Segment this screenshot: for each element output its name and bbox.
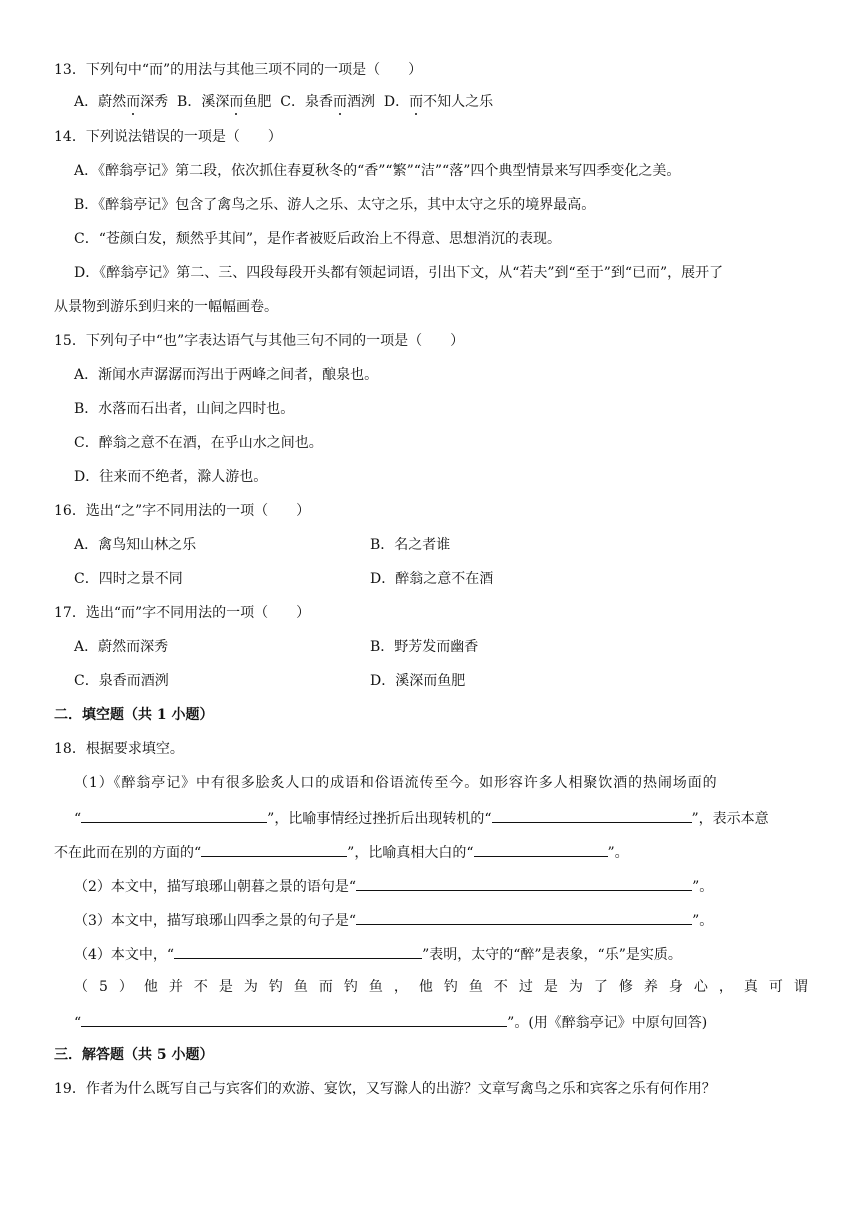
q16-option-a: A．禽鸟知山林之乐 [74,537,197,553]
q13-option-c: C．泉香而酒洌 [280,94,375,110]
q13-options [74,93,493,111]
q16-option-c: C．四时之景不同 [74,571,183,587]
answer-blank[interactable] [492,808,692,823]
answer-blank[interactable] [201,842,347,857]
section-2-heading: 二．填空题（共 1 小题） [54,707,214,723]
q14-option-d-line2: 从景物到游乐到归来的一幅幅画卷。 [54,299,278,315]
q15-option-a: A．渐闻水声潺潺而泻出于两峰之间者，酿泉也。 [74,367,379,383]
q19-stem: 19．作者为什么既写自己与宾客们的欢游、宴饮，又写滁人的出游？文章写禽鸟之乐和宾客之乐有何作用？ [54,1081,716,1097]
q17-option-c: C．泉香而酒洌 [74,673,169,689]
q18-part5-line2: “ ”。(用《醉翁亭记》中原句回答) [74,1012,707,1032]
q13-option-b: B．溪深而鱼肥 [177,94,272,110]
q17-option-b: B．野芳发而幽香 [370,639,479,655]
q18-part5-line1: （5）他并不是为钓鱼而钓鱼，他钓鱼不过是为了修养身心，真可谓 [74,979,819,995]
q18-part1-line2: “ ”，比喻事情经过挫折后出现转机的“ ”，表示本意 [74,808,769,828]
q18-part3: （3）本文中，描写琅琊山四季之景的句子是“ ”。 [74,910,713,930]
q15-option-c: C．醉翁之意不在酒，在乎山水之间也。 [74,435,323,451]
q18-part1-line1: （1）《醉翁亭记》中有很多脍炙人口的成语和俗语流传至今。如形容许多人相聚饮酒的热闹场面的 [74,775,718,791]
q16-option-b: B．名之者谁 [370,537,451,553]
q14-option-c: C．“苍颜白发，颓然乎其间”，是作者被贬后政治上不得意、思想消沉的表现。 [74,231,562,247]
q16-stem: 16．选出“之”字不同用法的一项（ ） [54,503,311,519]
q18-part1-line3: 不在此而在别的方面的“ ”，比喻真相大白的“ ”。 [54,842,629,862]
q14-option-b: B．《醉翁亭记》包含了禽鸟之乐、游人之乐、太守之乐，其中太守之乐的境界最高。 [74,197,596,213]
q17-stem: 17．选出“而”字不同用法的一项（ ） [54,605,311,621]
q13-option-a: A．蔚然而深秀 [74,94,169,110]
q18-stem: 18．根据要求填空。 [54,741,184,757]
answer-blank[interactable] [356,910,692,925]
q14-option-d-line1: D．《醉翁亭记》第二、三、四段每段开头都有领起词语，引出下文，从“若夫”到“至于”到“已而”，展开了 [74,265,724,281]
q15-option-d: D．往来而不绝者，滁人游也。 [74,469,268,485]
answer-blank[interactable] [81,808,267,823]
q14-stem: 14．下列说法错误的一项是（ ） [54,129,282,145]
q17-option-a: A．蔚然而深秀 [74,639,169,655]
answer-blank[interactable] [81,1012,507,1027]
q13-stem: 13．下列句中“而”的用法与其他三项不同的一项是（ ） [54,62,423,78]
answer-blank[interactable] [356,876,692,891]
q15-option-b: B．水落而石出者，山间之四时也。 [74,401,295,417]
q18-part2: （2）本文中，描写琅琊山朝暮之景的语句是“ ”。 [74,876,713,896]
q18-part4: （4）本文中，“ ”表明，太守的“醉”是表象，“乐”是实质。 [74,944,682,964]
section-3-heading: 三．解答题（共 5 小题） [54,1047,214,1063]
q14-option-a: A．《醉翁亭记》第二段，依次抓住春夏秋冬的“香”“繁”“洁”“落”四个典型情景来写四季变化之美。 [74,163,681,179]
q17-option-d: D．溪深而鱼肥 [370,673,466,689]
q13-option-d: D．而不知人之乐 [383,94,494,110]
q16-option-d: D．醉翁之意不在酒 [370,571,494,587]
answer-blank[interactable] [174,944,422,959]
answer-blank[interactable] [474,842,608,857]
q15-stem: 15．下列句子中“也”字表达语气与其他三句不同的一项是（ ） [54,333,465,349]
